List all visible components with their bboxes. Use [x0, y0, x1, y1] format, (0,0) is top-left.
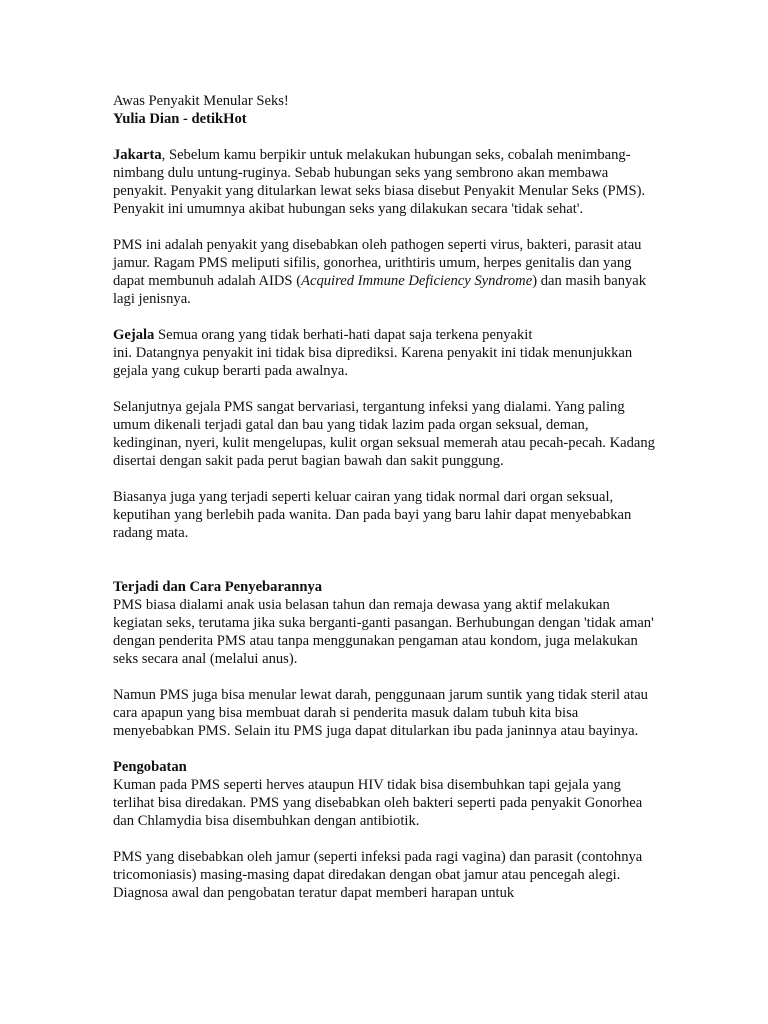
spacer [113, 128, 658, 146]
pengobatan-heading: Pengobatan [113, 759, 187, 775]
spacer [113, 542, 658, 578]
pms-text-after: ) dan masih banyak lagi jenisnya. [113, 273, 647, 307]
dateline: Jakarta [113, 147, 162, 163]
gejala-heading: Gejala [113, 327, 155, 343]
gejala-text-1: Semua orang yang tidak berhati-hati dapat saja terkena penyakit [154, 327, 533, 343]
document-page [113, 92, 658, 902]
spacer [113, 740, 658, 758]
pengobatan-paragraph-1: Kuman pada PMS seperti herves ataupun HIV tidak bisa disembuhkan tapi gejala yang terlihat bisa diredakan. PMS yang disebabkan oleh bakteri seperti pada penyakit Gonorhea dan Chlamydia bisa disembuhkan dengan antibiotik. [113, 777, 643, 829]
spacer [113, 830, 658, 848]
pms-paragraph [113, 236, 658, 308]
gejala-paragraph-3: Biasanya juga yang terjadi seperti keluar cairan yang tidak normal dari organ seksual, keputihan yang berlebih pada wanita. Dan pada bayi yang baru lahir dapat menyebabkan radang mata. [113, 489, 632, 541]
spacer [113, 668, 658, 686]
pms-text-italic: Acquired Immune Deficiency Syndrome [301, 273, 533, 289]
gejala-paragraph-2: Selanjutnya gejala PMS sangat bervariasi, tergantung infeksi yang dialami. Yang paling umum dikenali terjadi gatal dan bau yang tidak lazim pada organ seksual, deman, kedinginan, nyeri, kulit mengelupas, kulit organ seksual memerah atau pecah-pecah. Kadang disertai dengan sakit pada perut bagian bawah dan sakit punggung. [113, 399, 655, 469]
gejala-paragraph-line2: ini. Datangnya penyakit ini tidak bisa diprediksi. Karena penyakit ini tidak menunjukkan gejala yang cukup berarti pada awalnya. [113, 345, 633, 379]
gejala-paragraph-line1 [113, 326, 658, 344]
pengobatan-paragraph-2: PMS yang disebabkan oleh jamur (seperti infeksi pada ragi vagina) dan parasit (contohnya tricomoniasis) masing-masing dapat diredakan dengan obat jamur atau pencegah alegi. Diagnosa awal dan pengobatan teratur dapat memberi harapan untuk [113, 849, 643, 901]
spacer [113, 218, 658, 236]
intro-paragraph-2: Penyakit ini umumnya akibat hubungan seks yang dilakukan secara 'tidak sehat'. [113, 201, 584, 217]
terjadi-paragraph-1: PMS biasa dialami anak usia belasan tahun dan remaja dewasa yang aktif melakukan kegiatan seks, terutama jika suka berganti-ganti pasangan. Berhubungan dengan 'tidak aman' dengan penderita PMS atau tanpa menggunakan pengaman atau kondom, juga melakukan seks secara anal (melalui anus). [113, 597, 654, 667]
spacer [113, 470, 658, 488]
terjadi-heading: Terjadi dan Cara Penyebarannya [113, 579, 323, 595]
spacer [113, 380, 658, 398]
terjadi-paragraph-2: Namun PMS juga bisa menular lewat darah, penggunaan jarum suntik yang tidak steril atau cara apapun yang bisa membuat darah si penderita masuk dalam tubuh kita bisa menyebabkan PMS. Selain itu PMS juga dapat ditularkan ibu pada janinnya atau bayinya. [113, 687, 648, 739]
article-title: Awas Penyakit Menular Seks! [113, 93, 289, 109]
spacer [113, 308, 658, 326]
article-byline: Yulia Dian - detikHot [113, 111, 247, 127]
pms-text-before: PMS ini adalah penyakit yang disebabkan oleh pathogen seperti virus, bakteri, parasit atau jamur. Ragam PMS meliputi sifilis, gonorhea, urithtiris umum, herpes genitalis dan yang dapat membunuh adalah AIDS ( [113, 237, 642, 289]
intro-paragraph [113, 146, 658, 200]
intro-text: , Sebelum kamu berpikir untuk melakukan hubungan seks, cobalah menimbang-nimbang dulu untung-ruginya. Sebab hubungan seks yang sembrono akan membawa penyakit. Penyakit yang ditularkan lewat seks biasa disebut Penyakit Menular Seks (PMS). [113, 147, 646, 199]
